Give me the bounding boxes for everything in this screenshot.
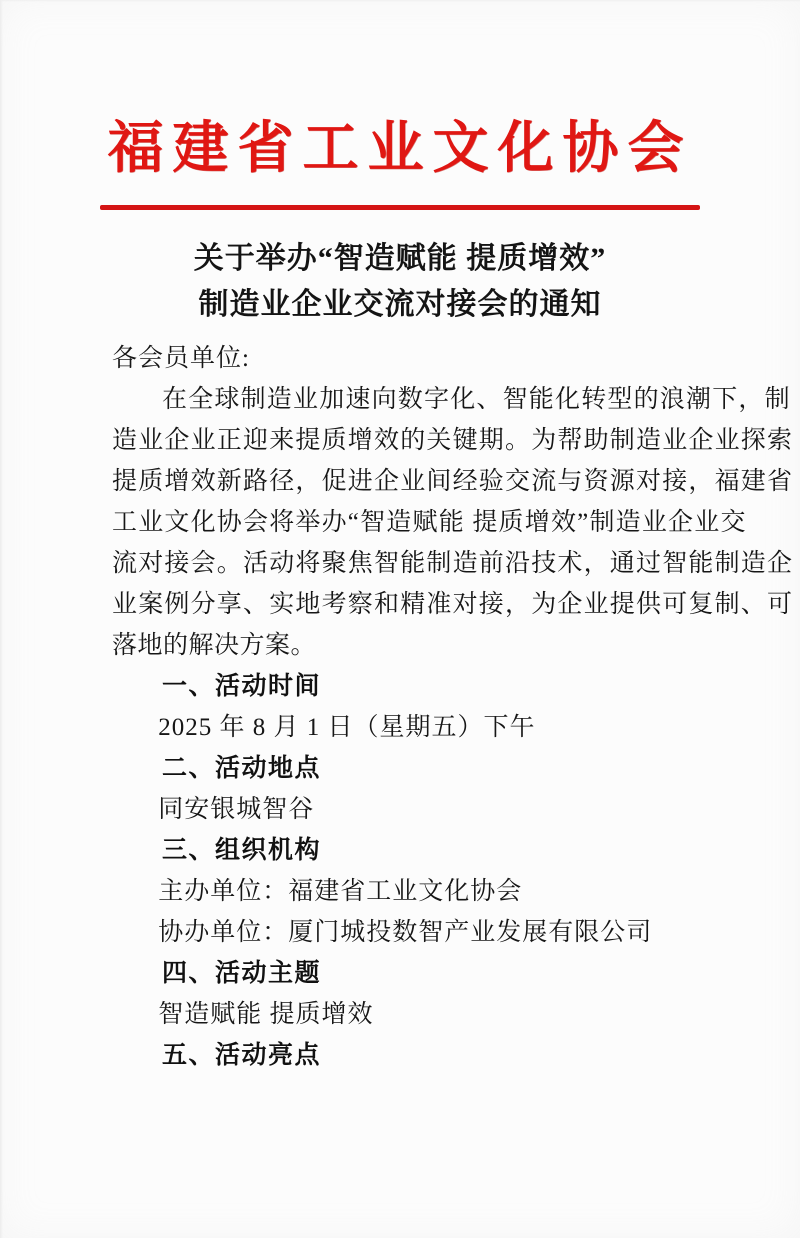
intro-line: 提质增效新路径，促进企业间经验交流与资源对接，福建省 xyxy=(112,468,794,495)
section-item-activity-location: 同安银城智谷 xyxy=(158,796,315,823)
section-heading-activity-theme: 四、活动主题 xyxy=(162,960,322,987)
intro-line: 落地的解决方案。 xyxy=(112,632,317,659)
notice-title xyxy=(0,236,800,328)
letterhead-title: 福建省工业文化协会 xyxy=(107,118,693,180)
intro-line: 业案例分享、实地考察和精准对接，为企业提供可复制、可 xyxy=(112,591,794,618)
salutation: 各会员单位: xyxy=(112,345,250,372)
section-heading-activity-highlights: 五、活动亮点 xyxy=(162,1042,322,1069)
notice-title-line-1: 关于举办“智造赋能 提质增效” xyxy=(193,242,607,275)
intro-line: 工业文化协会将举办“智造赋能 提质增效”制造业企业交 xyxy=(112,509,747,536)
section-item-activity-theme: 智造赋能 提质增效 xyxy=(158,1001,374,1028)
section-heading-organizers: 三、组织机构 xyxy=(162,837,322,864)
notice-title-line-2: 制造业企业交流对接会的通知 xyxy=(198,288,602,321)
letterhead-divider xyxy=(100,205,700,210)
section-item-co-organizer: 协办单位：厦门城投数智产业发展有限公司 xyxy=(158,919,653,946)
intro-line: 造业企业正迎来提质增效的关键期。为帮助制造业企业探索 xyxy=(112,427,794,454)
section-heading-activity-time: 一、活动时间 xyxy=(162,673,322,700)
intro-line: 在全球制造业加速向数字化、智能化转型的浪潮下，制 xyxy=(162,386,791,413)
section-item-host-organizer: 主办单位：福建省工业文化协会 xyxy=(158,878,523,905)
notice-body xyxy=(112,338,794,1076)
section-heading-activity-location: 二、活动地点 xyxy=(162,755,322,782)
section-item-activity-time: 2025 年 8 月 1 日（星期五）下午 xyxy=(158,714,536,741)
intro-line: 流对接会。活动将聚焦智能制造前沿技术，通过智能制造企 xyxy=(112,550,794,577)
